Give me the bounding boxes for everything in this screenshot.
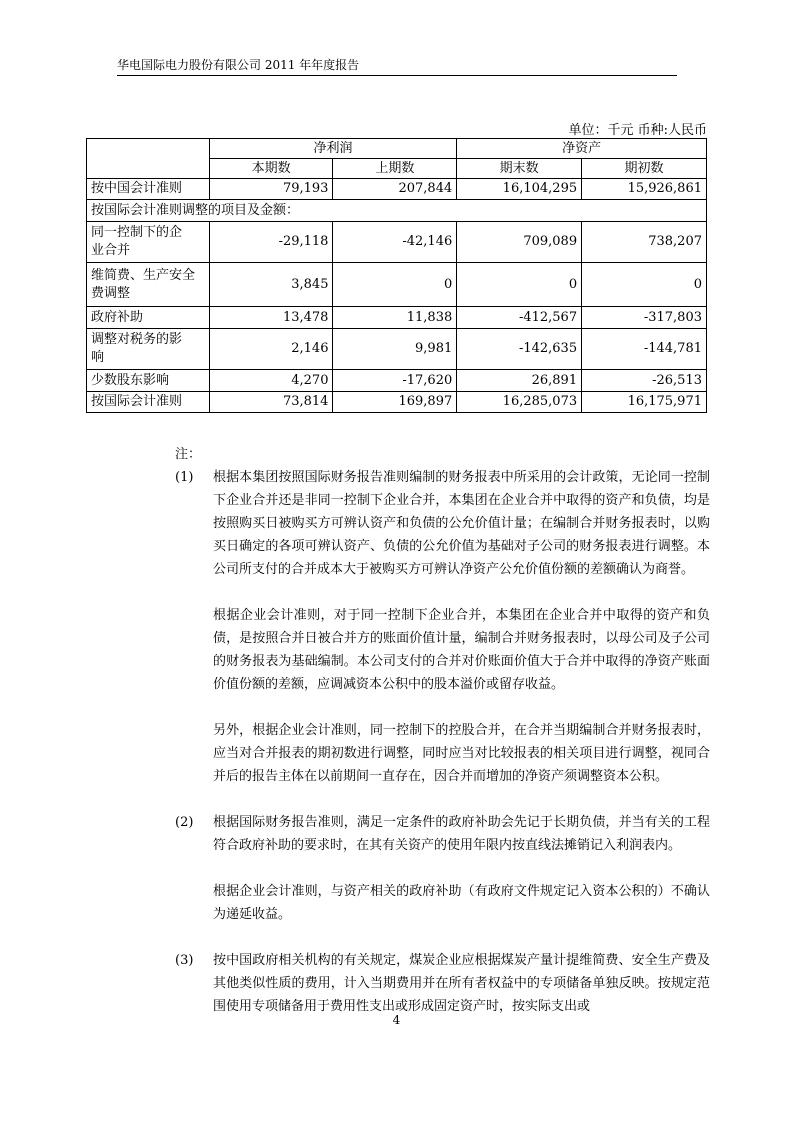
note-paragraph: 根据本集团按照国际财务报告准则编制的财务报表中所采用的会计政策，无论同一控制下企业合并还是非同一控制下企业合并，本集团在企业合并中取得的资产和负债，均是按照购买日被购买方可辨认资产和负债的公允价值计量；在编制合并财务报表时，以购买日确定的各项可辨认资产、负债的公允价值为基础对子公司的财务报表进行调整。本公司所支付的合并成本大于被购买方可辨认净资产公允价值份额的差额确认为商誉。 <box>213 470 710 577</box>
reconciliation-table <box>86 138 707 413</box>
row-label: 按中国会计准则 <box>87 179 210 200</box>
cell-value: 15,926,861 <box>582 179 707 200</box>
table-section-row <box>87 200 707 222</box>
section-label: 按国际会计准则调整的项目及金额： <box>87 200 707 222</box>
row-label: 调整对税务的影 响 <box>87 329 210 370</box>
cell-value: 13,478 <box>209 307 333 329</box>
column-header: 本期数 <box>209 159 333 179</box>
notes-section <box>175 443 710 1018</box>
net-assets-header: 净资产 <box>457 139 707 159</box>
cell-value: 79,193 <box>209 179 333 200</box>
cell-value: 9,981 <box>333 329 457 370</box>
table-row <box>87 222 707 263</box>
cell-value: 0 <box>457 263 582 307</box>
row-label: 按国际会计准则 <box>87 392 210 413</box>
cell-value: 4,270 <box>209 370 333 392</box>
note-item-1 <box>175 466 710 788</box>
cell-value: 73,814 <box>209 392 333 413</box>
cell-value: 169,897 <box>333 392 457 413</box>
header-divider <box>117 75 677 76</box>
page-number: 4 <box>392 1013 401 1027</box>
note-number: (2) <box>175 815 194 830</box>
cell-value: 3,845 <box>209 263 333 307</box>
table-row <box>87 392 707 413</box>
cell-value: 738,207 <box>582 222 707 263</box>
note-paragraph: 另外，根据企业会计准则，同一控制下的控股合并，在合并当期编制合并财务报表时，应当对合并报表的期初数进行调整，同时应当对比较报表的相关项目进行调整，视同合并后的报告主体在以前期间一直存在，因合并而增加的净资产须调整资本公积。 <box>213 723 710 784</box>
table-row <box>87 370 707 392</box>
cell-value: 16,104,295 <box>457 179 582 200</box>
unit-label: 单位：千元 币种:人民币 <box>568 123 707 138</box>
cell-value: -317,803 <box>582 307 707 329</box>
column-header: 期初数 <box>582 159 707 179</box>
table-row <box>87 329 707 370</box>
column-header: 期末数 <box>457 159 582 179</box>
note-paragraph: 根据国际财务报告准则，满足一定条件的政府补助会先记于长期负债，并当有关的工程符合政府补助的要求时，在其有关资产的使用年限内按直线法摊销记入利润表内。 <box>213 815 710 853</box>
table-row <box>87 263 707 307</box>
row-label: 少数股东影响 <box>87 370 210 392</box>
header-blank-cell <box>87 139 210 179</box>
table-row <box>87 179 707 200</box>
cell-value: 26,891 <box>457 370 582 392</box>
cell-value: 709,089 <box>457 222 582 263</box>
note-number: (3) <box>175 953 194 968</box>
cell-value: 0 <box>333 263 457 307</box>
cell-value: -26,513 <box>582 370 707 392</box>
table-header-row <box>87 139 707 159</box>
note-paragraph: 根据企业会计准则，对于同一控制下企业合并，本集团在企业合并中取得的资产和负债，是按照合并日被合并方的账面价值计量，编制合并财务报表时，以母公司及子公司的财务报表为基础编制。本公司支付的合并对价账面价值大于合并中取得的净资产账面价值份额的差额，应调减资本公积中的股本溢价或留存收益。 <box>213 608 710 692</box>
notes-heading: 注： <box>175 447 202 462</box>
cell-value: -142,635 <box>457 329 582 370</box>
cell-value: 16,175,971 <box>582 392 707 413</box>
column-header: 上期数 <box>333 159 457 179</box>
cell-value: -144,781 <box>582 329 707 370</box>
cell-value: 2,146 <box>209 329 333 370</box>
cell-value: -17,620 <box>333 370 457 392</box>
report-title: 华电国际电力股份有限公司 2011 年年度报告 <box>117 58 360 72</box>
cell-value: 0 <box>582 263 707 307</box>
row-label: 同一控制下的企 业合并 <box>87 222 210 263</box>
note-paragraph: 根据企业会计准则，与资产相关的政府补助（有政府文件规定记入资本公积的）不确认为递延收益。 <box>213 884 710 922</box>
note-paragraph: 按中国政府相关机构的有关规定，煤炭企业应根据煤炭产量计提维简费、安全生产费及其他类似性质的费用，计入当期费用并在所有者权益中的专项储备单独反映。按规定范围使用专项储备用于费用性支出或形成固定资产时，按实际支出或 <box>213 953 710 1014</box>
row-label: 维简费、生产安全 费调整 <box>87 263 210 307</box>
cell-value: 16,285,073 <box>457 392 582 413</box>
cell-value: -29,118 <box>209 222 333 263</box>
note-item-3 <box>175 949 710 1018</box>
note-number: (1) <box>175 470 194 485</box>
note-item-2 <box>175 811 710 926</box>
net-profit-header: 净利润 <box>209 139 457 159</box>
row-label: 政府补助 <box>87 307 210 329</box>
cell-value: -42,146 <box>333 222 457 263</box>
cell-value: -412,567 <box>457 307 582 329</box>
cell-value: 207,844 <box>333 179 457 200</box>
cell-value: 11,838 <box>333 307 457 329</box>
table-row <box>87 307 707 329</box>
